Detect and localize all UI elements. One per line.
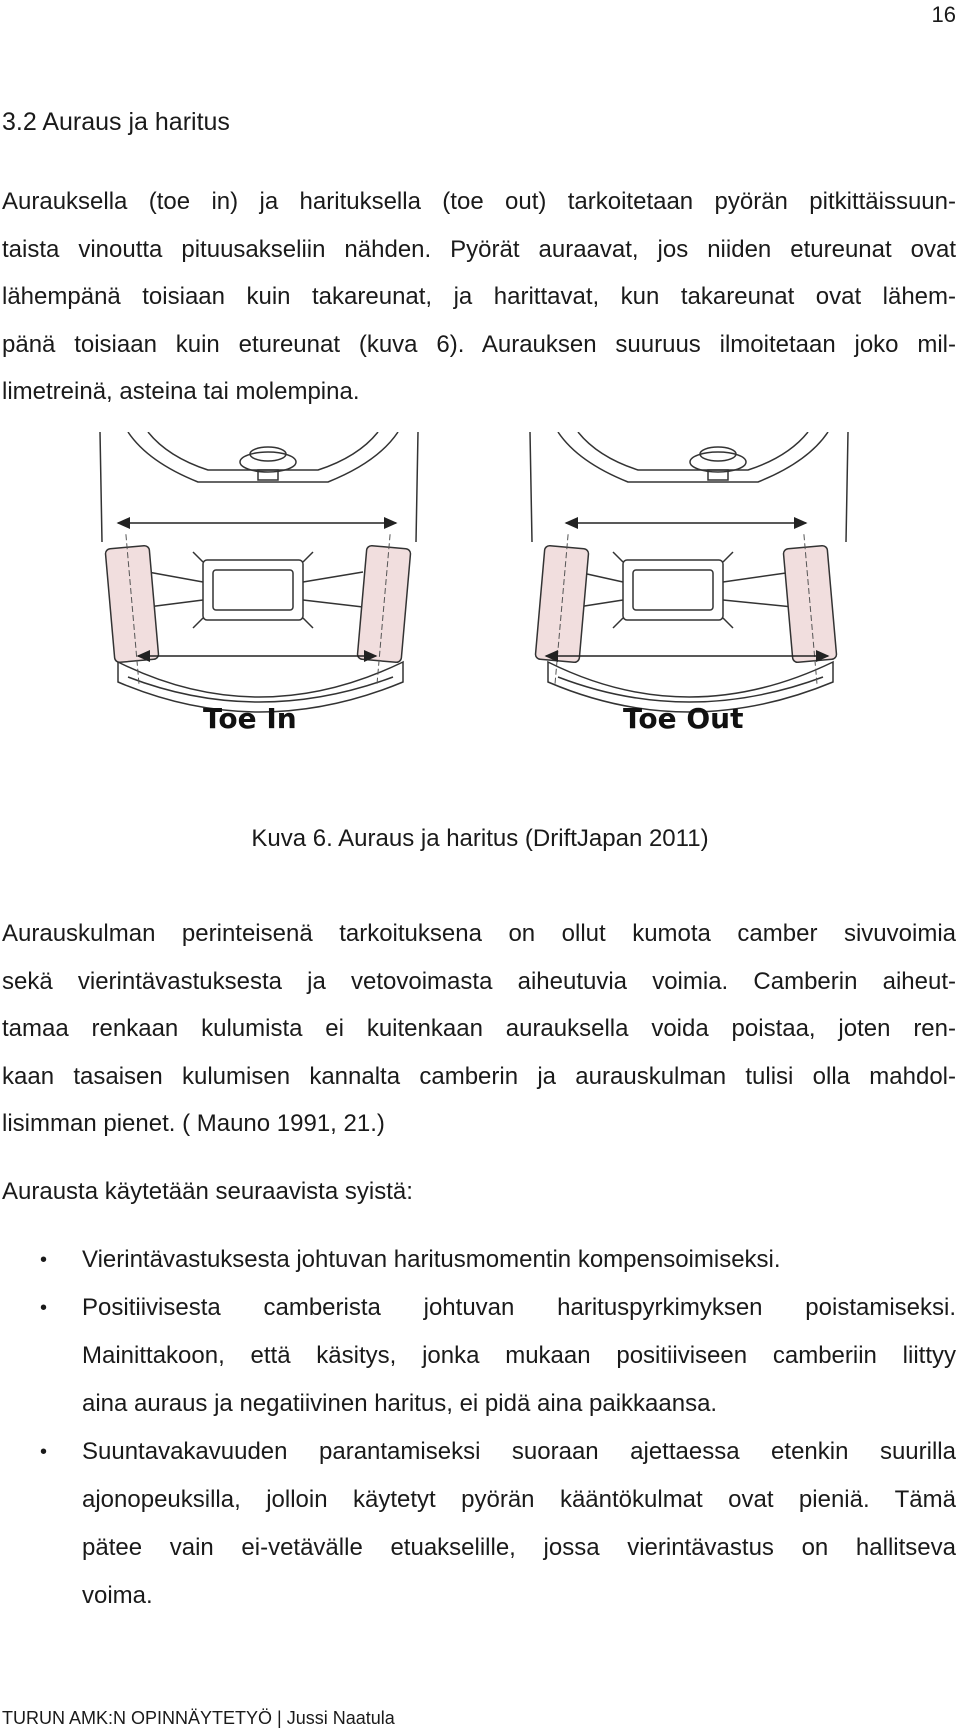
toe-in-label: Toe In: [203, 702, 297, 735]
paragraph-line: Aurausta käytetään seuraavista syistä:: [2, 1178, 413, 1205]
paragraph-line: lähempänä toisiaan kuin takareunat, ja harittavat, kun takareunat ovat lähem-: [2, 283, 956, 310]
figure-caption: Kuva 6. Auraus ja haritus (DriftJapan 2011): [251, 825, 709, 852]
list-item-line: voima.: [82, 1582, 153, 1609]
bullet-icon: •: [40, 1249, 48, 1271]
toe-in-left-tire: [105, 534, 159, 683]
list-item-line: pätee vain ei-vetävälle etuakselille, jossa vierintävastus on hallitseva: [82, 1534, 956, 1561]
list-item-line: ajonopeuksilla, jolloin käytetyt pyörän kääntökulmat ovat pieniä. Tämä: [82, 1486, 956, 1513]
paragraph-line: limetreinä, asteina tai molempina.: [2, 378, 360, 405]
list-item: [0, 1236, 960, 1284]
paragraph-line: pänä toisiaan kuin etureunat (kuva 6). Aurauksen suuruus ilmoitetaan joko mil-: [2, 330, 956, 358]
list-item-line: Vierintävastuksesta johtuvan haritusmomentin kompensoimiseksi.: [82, 1246, 781, 1273]
list-item-line: Positiivisesta camberista johtuvan harituspyrkimyksen poistamiseksi.: [82, 1294, 956, 1321]
list-item: [0, 1284, 960, 1428]
toe-in-toe-out-figure: [88, 432, 878, 777]
toe-out-right-tire: [783, 534, 837, 683]
paragraph-line: Aurauksella (toe in) ja harituksella (toe out) tarkoitetaan pyörän pitkittäissuun-: [2, 188, 956, 215]
toe-out-left-tire: [535, 534, 589, 683]
reasons-list: [0, 1236, 960, 1620]
paragraph-line: sekä vierintävastuksesta ja vetovoimasta aiheutuvia voimia. Camberin aiheut-: [2, 967, 956, 995]
list-item-line: Suuntavakavuuden parantamiseksi suoraan ajettaessa etenkin suurilla: [82, 1438, 956, 1465]
paragraph-line: lisimman pienet. ( Mauno 1991, 21.): [2, 1110, 385, 1137]
list-item-line: Mainittakoon, että käsitys, jonka mukaan positiiviseen camberiin liittyy: [82, 1342, 956, 1369]
list-item-line: aina auraus ja negatiivinen haritus, ei pidä aina paikkaansa.: [82, 1390, 718, 1417]
list-item: [0, 1428, 960, 1620]
bullet-icon: •: [40, 1297, 48, 1319]
paragraph-intro: [2, 178, 956, 416]
page-number: 16: [931, 2, 956, 27]
paragraph-purpose: [2, 910, 956, 1148]
paragraph-line: kaan tasaisen kulumisen kannalta camberin ja aurauskulman tulisi olla mahdol-: [2, 1062, 956, 1090]
page-footer: TURUN AMK:N OPINNÄYTETYÖ | Jussi Naatula: [2, 1708, 395, 1728]
bullet-icon: •: [40, 1441, 48, 1463]
toe-out-label: Toe Out: [623, 702, 744, 735]
paragraph-line: Aurauskulman perinteisenä tarkoituksena on ollut kumota camber sivuvoimia: [2, 920, 956, 947]
section-heading: 3.2 Auraus ja haritus: [2, 108, 230, 136]
paragraph-reasons-intro: [2, 1168, 956, 1216]
paragraph-line: taista vinoutta pituusakseliin nähden. Pyörät auraavat, jos niiden etureunat ovat: [2, 235, 956, 263]
paragraph-line: tamaa renkaan kulumista ei kuitenkaan aurauksella voida poistaa, joten ren-: [2, 1015, 956, 1042]
